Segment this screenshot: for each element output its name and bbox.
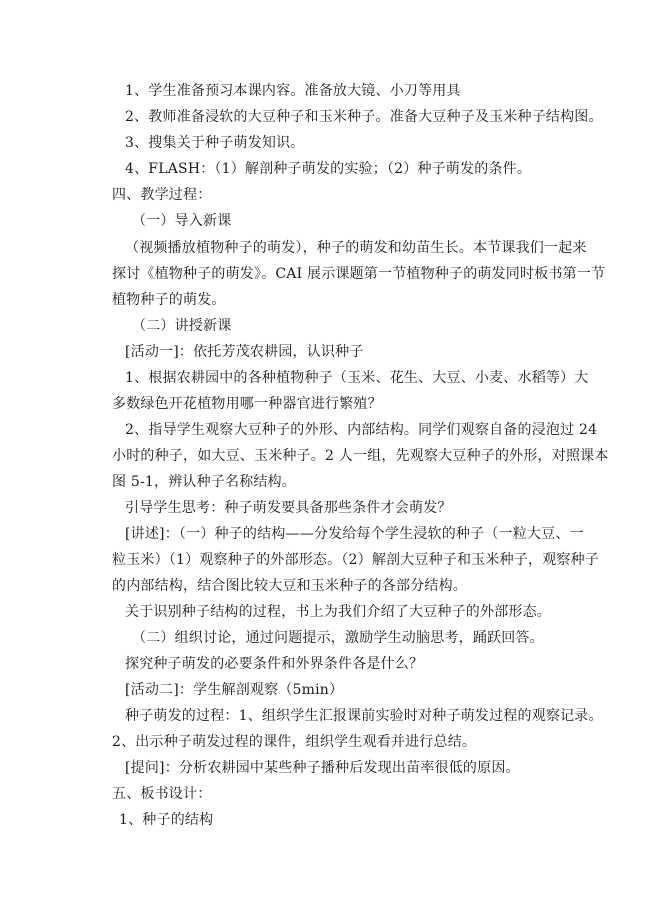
board-item-1: 1、种子的结构 — [119, 812, 214, 828]
section-heading-teaching-process: 四、教学过程： — [112, 187, 212, 203]
paragraph-line: （视频播放植物种子的萌发），种子的萌发和幼苗生长。本节课我们一起来 — [125, 240, 587, 256]
paragraph-line: 多数绿色开花植物用哪一种器官进行繁殖？ — [112, 396, 382, 412]
paragraph-line: 种子萌发的过程：1、组织学生汇报课前实验时对种子萌发过程的观察记录。 — [125, 708, 603, 724]
prep-item-3: 3、搜集关于种子萌发知识。 — [125, 135, 305, 151]
paragraph-line: 探讨《植物种子的萌发》。CAI 展示课题第一节植物种子的萌发同时板书第一节 — [112, 266, 606, 282]
paragraph-line: 的内部结构，结合图比较大豆和玉米种子的各部分结构。 — [112, 578, 467, 594]
question-line: [提问]：分析农耕园中某些种子播种后发现出苗率很低的原因。 — [125, 760, 520, 776]
activity-two-heading: [活动二]：学生解剖观察（5min） — [125, 682, 344, 698]
section-heading-board-design: 五、板书设计： — [112, 786, 212, 802]
prep-item-4: 4、FLASH：（1）解剖种子萌发的实验；（2）种子萌发的条件。 — [125, 161, 532, 177]
subheading-new-lesson: （二）讲授新课 — [132, 318, 232, 334]
paragraph-line: （二）组织讨论，通过问题提示，激励学生动脑思考，踊跃回答。 — [132, 630, 544, 646]
paragraph-line: 2、指导学生观察大豆种子的外形、内部结构。同学们观察自备的浸泡过 24 — [125, 422, 598, 438]
lecture-heading: [讲述]：（一）种子的结构——分发给每个学生浸软的种子（一粒大豆、一 — [125, 526, 584, 542]
paragraph-line: 2、出示种子萌发过程的课件，组织学生观看并进行总结。 — [112, 734, 477, 750]
subheading-intro: （一）导入新课 — [132, 213, 232, 229]
paragraph-line: 图 5-1，辨认种子名称结构。 — [112, 474, 296, 490]
paragraph-line: 小时的种子，如大豆、玉米种子。2 人一组，先观察大豆种子的外形，对照课本 — [112, 448, 609, 464]
paragraph-line: 探究种子萌发的必要条件和外界条件各是什么？ — [125, 656, 424, 672]
paragraph-line: 粒玉米）（1）观察种子的外部形态。（2）解剖大豆种子和玉米种子，观察种子 — [112, 552, 600, 568]
prep-item-2: 2、教师准备浸软的大豆种子和玉米种子。准备大豆种子及玉米种子结构图。 — [125, 109, 603, 125]
activity-one-heading: [活动一]：依托芳茂农耕园，认识种子 — [125, 344, 364, 360]
paragraph-line: 引导学生思考：种子萌发要具备那些条件才会萌发？ — [125, 500, 452, 516]
paragraph-line: 关于识别种子结构的过程，书上为我们介绍了大豆种子的外部形态。 — [125, 604, 551, 620]
paragraph-line: 植物种子的萌发。 — [112, 292, 226, 308]
prep-item-1: 1、学生准备预习本课内容。准备放大镜、小刀等用具 — [125, 83, 461, 99]
paragraph-line: 1、根据农耕园中的各种植物种子（玉米、花生、大豆、小麦、水稻等）大 — [125, 370, 589, 386]
